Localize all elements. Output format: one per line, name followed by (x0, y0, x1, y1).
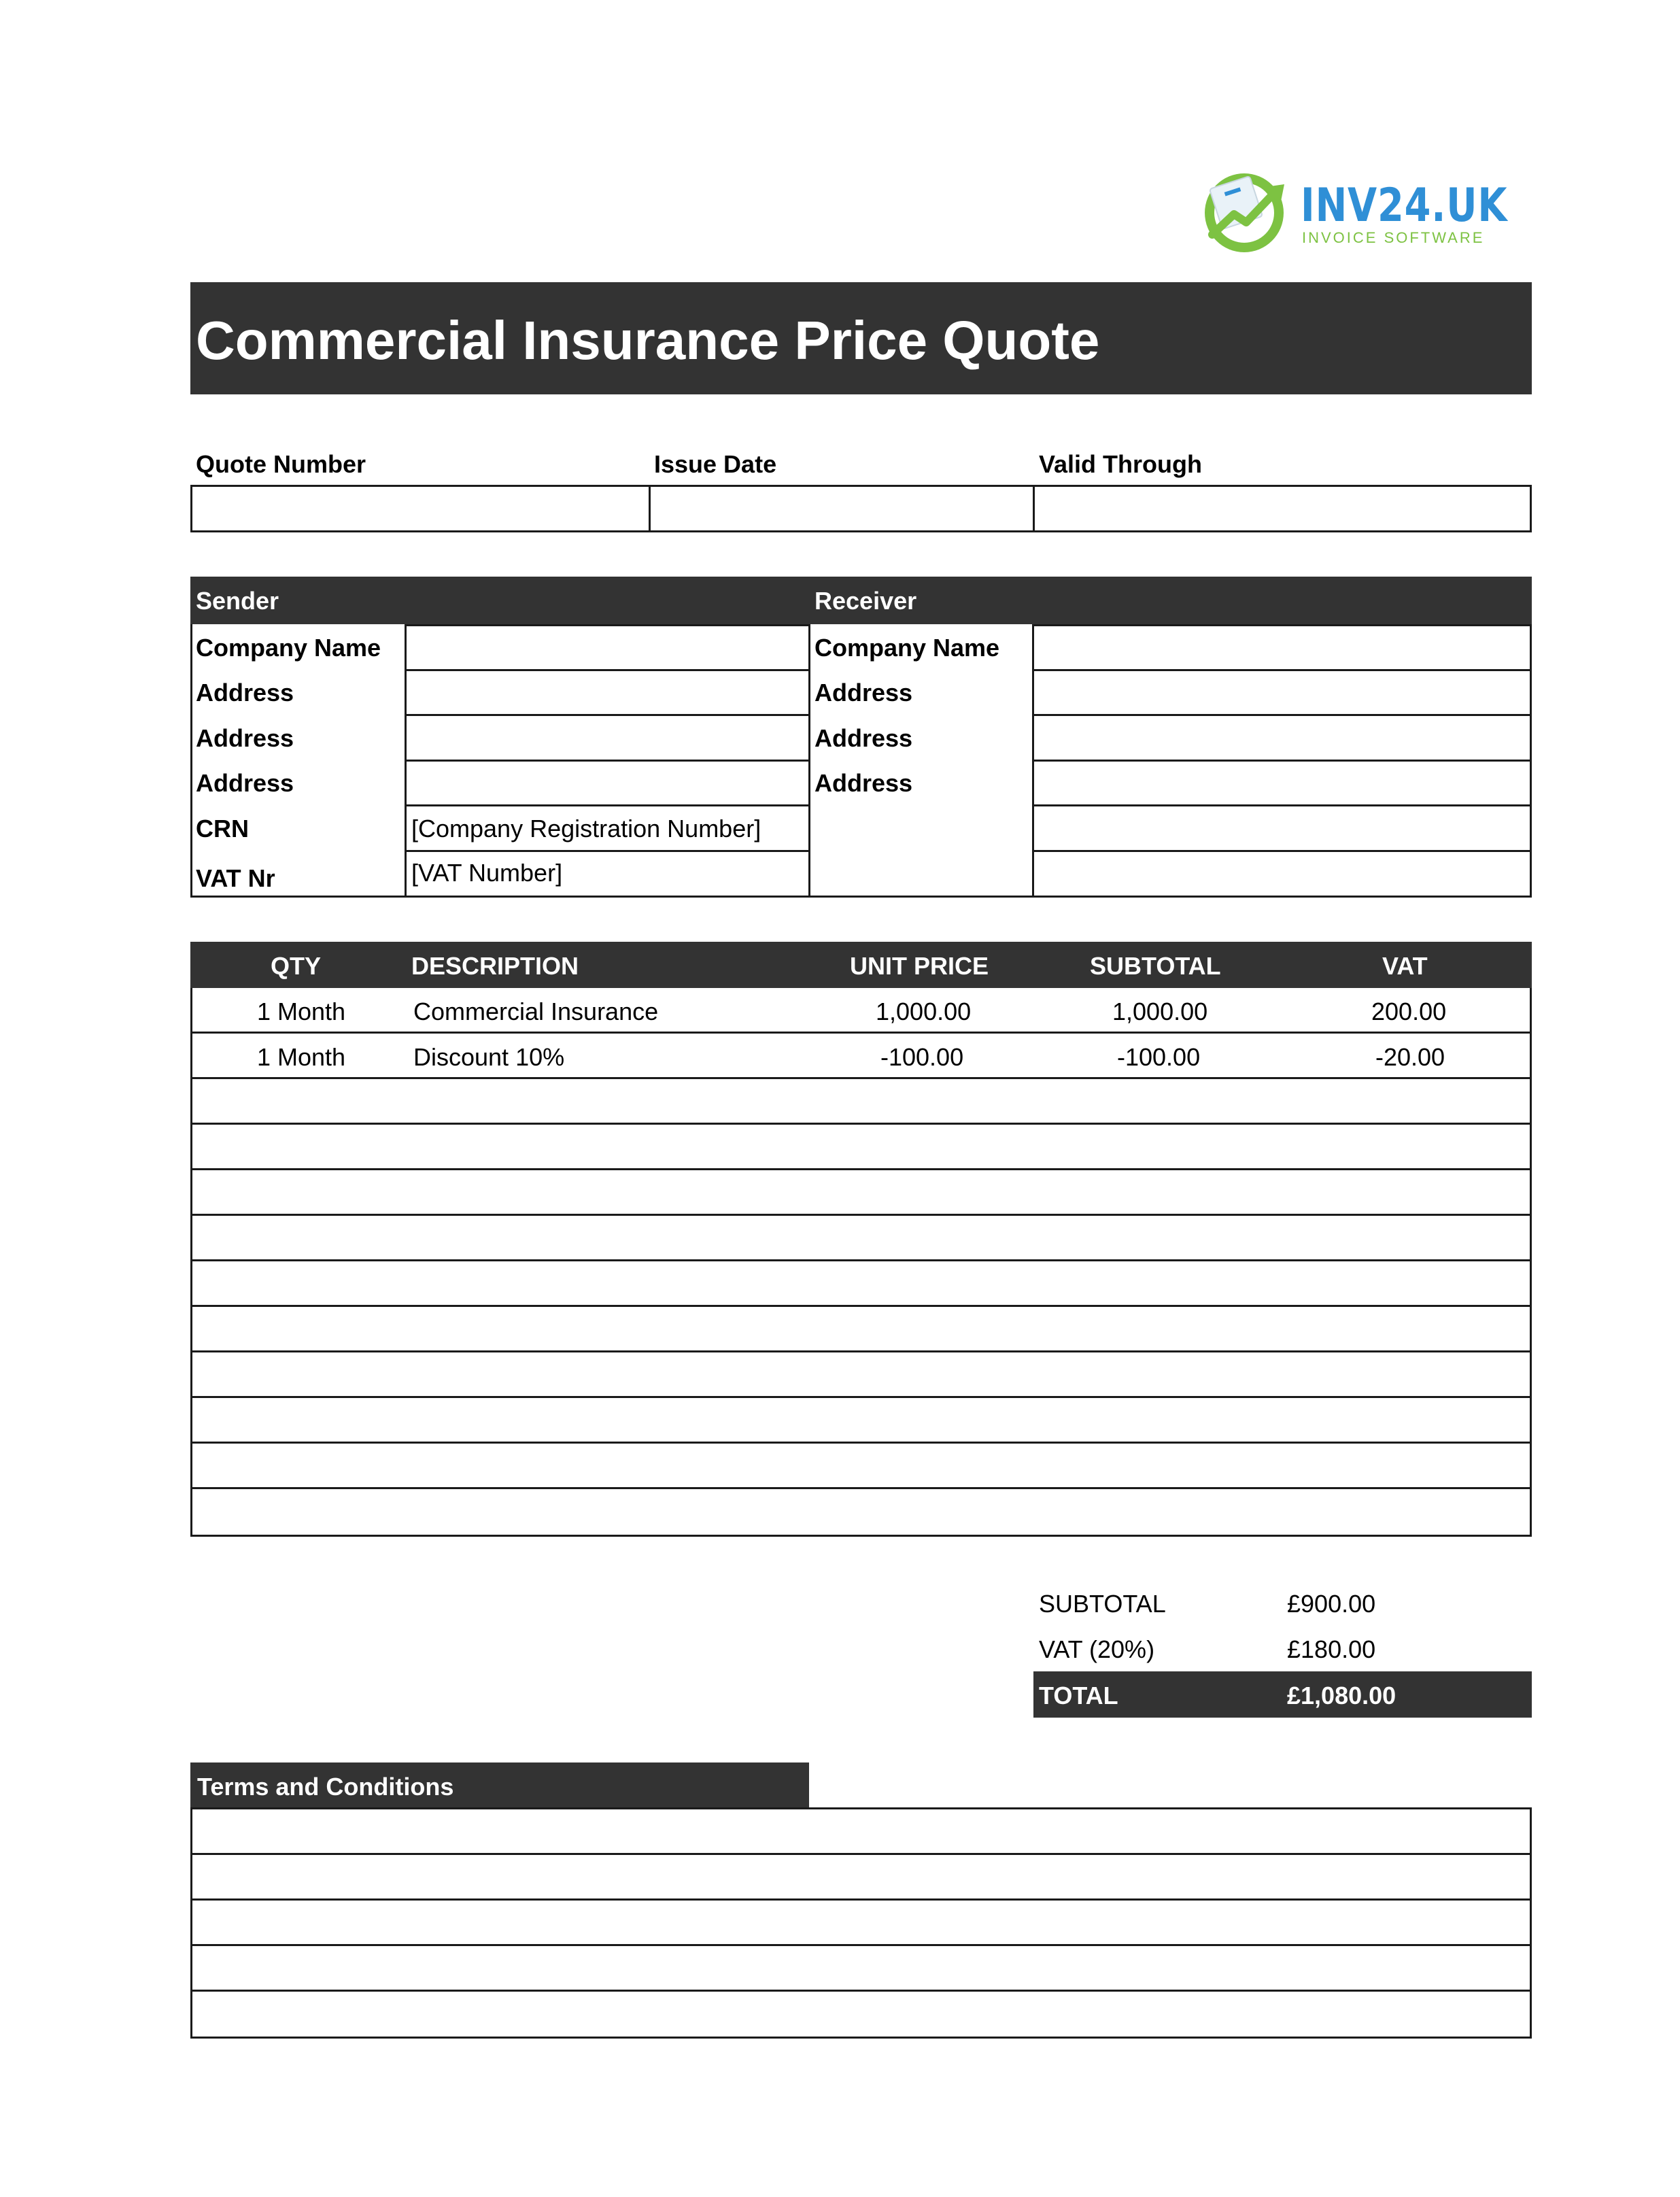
table-row[interactable] (192, 988, 1530, 1034)
sender-label-crn: CRN (196, 815, 249, 842)
table-row[interactable] (192, 1125, 1530, 1170)
sender-label-company: Company Name (196, 634, 381, 662)
item-subtotal: -100.00 (1117, 1043, 1201, 1071)
receiver-label-address-1: Address (815, 679, 913, 706)
total-value: £1,080.00 (1287, 1682, 1396, 1709)
totals-subtotal-label: SUBTOTAL (1039, 1590, 1166, 1618)
sender-label-address-1: Address (196, 679, 294, 706)
receiver-label-address-3: Address (815, 769, 913, 797)
total-row (1033, 1671, 1532, 1718)
item-subtotal: 1,000.00 (1112, 998, 1208, 1025)
sender-label-vat: VAT Nr (196, 864, 275, 892)
sender-label-address-2: Address (196, 724, 294, 752)
totals-vat-value: £180.00 (1287, 1635, 1376, 1663)
sender-header: Sender (196, 587, 279, 615)
totals-subtotal-value: £900.00 (1287, 1590, 1376, 1618)
item-vat: -20.00 (1375, 1043, 1445, 1071)
terms-header (190, 1762, 809, 1809)
item-qty: 1 Month (257, 1043, 346, 1071)
logo (1200, 167, 1508, 255)
quote-number-field[interactable] (190, 485, 651, 532)
table-row[interactable] (192, 1489, 1530, 1535)
terms-line[interactable] (192, 1855, 1530, 1901)
terms-line[interactable] (192, 1992, 1530, 2037)
terms-line[interactable] (192, 1946, 1530, 1992)
table-row[interactable] (192, 1034, 1530, 1079)
sender-label-address-3: Address (196, 769, 294, 797)
item-qty: 1 Month (257, 998, 346, 1025)
page-title: Commercial Insurance Price Quote (196, 310, 1100, 371)
item-unit-price: 1,000.00 (876, 998, 972, 1025)
items-header (190, 942, 1532, 988)
table-row[interactable] (192, 1352, 1530, 1398)
issue-date-label: Issue Date (654, 450, 777, 478)
terms-box (190, 1807, 1532, 2039)
description-column-header: DESCRIPTION (411, 952, 579, 980)
terms-line[interactable] (192, 1901, 1530, 1946)
vat-column-header: VAT (1382, 952, 1428, 980)
sender-crn-field[interactable]: [Company Registration Number] (411, 815, 761, 842)
table-row[interactable] (192, 1444, 1530, 1489)
totals-vat-label: VAT (20%) (1039, 1635, 1155, 1663)
unit-price-column-header: UNIT PRICE (850, 952, 989, 980)
terms-title: Terms and Conditions (197, 1773, 454, 1801)
title-bar (190, 282, 1532, 394)
item-description: Commercial Insurance (413, 998, 659, 1025)
item-vat: 200.00 (1371, 998, 1447, 1025)
table-row[interactable] (192, 1216, 1530, 1261)
receiver-header: Receiver (815, 587, 917, 615)
table-row[interactable] (192, 1261, 1530, 1307)
receiver-label-company: Company Name (815, 634, 1000, 662)
sender-vat-field[interactable]: [VAT Number] (411, 859, 563, 887)
issue-date-field[interactable] (649, 485, 1035, 532)
valid-through-label: Valid Through (1039, 450, 1202, 478)
quote-number-label: Quote Number (196, 450, 366, 478)
receiver-label-address-2: Address (815, 724, 913, 752)
total-label: TOTAL (1039, 1682, 1118, 1709)
table-row[interactable] (192, 1398, 1530, 1444)
table-row[interactable] (192, 1079, 1530, 1125)
invoice-chart-arrow-logo-icon (1200, 167, 1292, 255)
table-row[interactable] (192, 1307, 1530, 1352)
logo-brand: INV24.UK (1301, 179, 1508, 233)
terms-line[interactable] (192, 1809, 1530, 1855)
parties-table (190, 624, 1532, 898)
parties-header (190, 577, 1532, 624)
item-description: Discount 10% (413, 1043, 565, 1071)
table-row[interactable] (192, 1170, 1530, 1216)
qty-column-header: QTY (271, 952, 322, 980)
items-table-body (190, 988, 1532, 1537)
subtotal-column-header: SUBTOTAL (1090, 952, 1221, 980)
item-unit-price: -100.00 (880, 1043, 964, 1071)
logo-tagline: INVOICE SOFTWARE (1302, 229, 1485, 246)
valid-through-field[interactable] (1033, 485, 1532, 532)
